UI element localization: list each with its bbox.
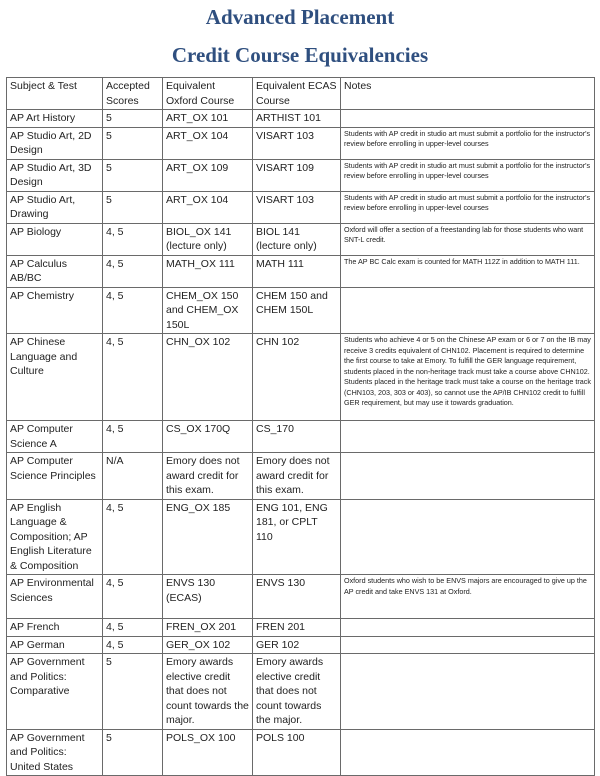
page-subtitle: Credit Course Equivalencies [171, 43, 429, 67]
cell-subject: AP French [7, 619, 103, 637]
table-row [7, 729, 595, 776]
cell-notes: Students with AP credit in studio art must submit a portfolio for the instructor's review before enrolling in upper-level courses [341, 127, 595, 159]
table-row [7, 287, 595, 334]
cell-scores: 4, 5 [103, 636, 163, 654]
table-row [7, 334, 595, 421]
table-row [7, 619, 595, 637]
table-row [7, 421, 595, 453]
cell-notes [341, 287, 595, 334]
table-row [7, 636, 595, 654]
cell-oxford-course: GER_OX 102 [163, 636, 253, 654]
column-header-scores: Accepted Scores [103, 78, 163, 110]
cell-notes: Students who achieve 4 or 5 on the Chinese AP exam or 6 or 7 on the IB may receive 3 credits equivalent of CHN102. Placement is required to determine the first course to take at Emory. To fulfill the GER language requirement, students placed in the non-heritage track must take a course above CHN102. Students placed in the heritage track must take a course on the heritage track (CHN103, 203, 303 or 403), so cannot use the AP/IB CHN102 credit to fulfill GER requirement, but may use it towards graduation. [341, 334, 595, 421]
table-row [7, 191, 595, 223]
table-row [7, 575, 595, 619]
cell-notes: The AP BC Calc exam is counted for MATH 112Z in addition to MATH 111. [341, 255, 595, 287]
cell-ecas-course: Emory awards elective credit that does not count towards the major. [253, 654, 341, 730]
cell-subject: AP Government and Politics: Comparative [7, 654, 103, 730]
cell-ecas-course: CS_170 [253, 421, 341, 453]
cell-scores: 4, 5 [103, 499, 163, 575]
cell-oxford-course: MATH_OX 111 [163, 255, 253, 287]
table-row [7, 127, 595, 159]
cell-subject: AP Computer Science Principles [7, 453, 103, 500]
cell-subject: AP Government and Politics: United States [7, 729, 103, 776]
cell-notes [341, 636, 595, 654]
cell-ecas-course: Emory does not award credit for this exam. [253, 453, 341, 500]
cell-scores: 5 [103, 191, 163, 223]
cell-scores: 5 [103, 729, 163, 776]
column-header-oxford: Equivalent Oxford Course [163, 78, 253, 110]
cell-subject: AP Chinese Language and Culture [7, 334, 103, 421]
page-title: Advanced Placement [205, 5, 395, 29]
cell-oxford-course: ART_OX 104 [163, 191, 253, 223]
cell-notes: Students with AP credit in studio art must submit a portfolio for the instructor's review before enrolling in upper-level courses [341, 191, 595, 223]
cell-oxford-course: Emory does not award credit for this exam. [163, 453, 253, 500]
cell-oxford-course: ENG_OX 185 [163, 499, 253, 575]
cell-scores: 5 [103, 127, 163, 159]
cell-subject: AP Calculus AB/BC [7, 255, 103, 287]
cell-subject: AP Studio Art, 3D Design [7, 159, 103, 191]
table-row [7, 159, 595, 191]
cell-subject: AP Studio Art, 2D Design [7, 127, 103, 159]
cell-scores: N/A [103, 453, 163, 500]
cell-scores: 5 [103, 110, 163, 128]
cell-ecas-course: ARTHIST 101 [253, 110, 341, 128]
cell-notes [341, 619, 595, 637]
cell-oxford-course: ART_OX 109 [163, 159, 253, 191]
cell-ecas-course: BIOL 141 (lecture only) [253, 223, 341, 255]
cell-ecas-course: VISART 109 [253, 159, 341, 191]
cell-ecas-course: VISART 103 [253, 127, 341, 159]
cell-oxford-course: ART_OX 104 [163, 127, 253, 159]
cell-scores: 5 [103, 654, 163, 730]
cell-oxford-course: CS_OX 170Q [163, 421, 253, 453]
column-header-ecas: Equivalent ECAS Course [253, 78, 341, 110]
cell-ecas-course: CHN 102 [253, 334, 341, 421]
cell-scores: 4, 5 [103, 287, 163, 334]
table-row [7, 453, 595, 500]
cell-subject: AP Biology [7, 223, 103, 255]
column-header-subject: Subject & Test [7, 78, 103, 110]
cell-ecas-course: CHEM 150 and CHEM 150L [253, 287, 341, 334]
cell-notes [341, 421, 595, 453]
cell-oxford-course: Emory awards elective credit that does not count towards the major. [163, 654, 253, 730]
cell-scores: 4, 5 [103, 619, 163, 637]
cell-ecas-course: FREN 201 [253, 619, 341, 637]
cell-oxford-course: CHN_OX 102 [163, 334, 253, 421]
table-row [7, 499, 595, 575]
cell-scores: 4, 5 [103, 223, 163, 255]
column-header-notes: Notes [341, 78, 595, 110]
cell-scores: 5 [103, 159, 163, 191]
cell-oxford-course: ENVS 130 (ECAS) [163, 575, 253, 619]
cell-subject: AP English Language & Composition; AP English Literature & Composition [7, 499, 103, 575]
cell-ecas-course: ENVS 130 [253, 575, 341, 619]
table-row [7, 110, 595, 128]
cell-scores: 4, 5 [103, 255, 163, 287]
table-body [7, 110, 595, 776]
cell-notes [341, 729, 595, 776]
cell-ecas-course: POLS 100 [253, 729, 341, 776]
table-row [7, 223, 595, 255]
cell-ecas-course: ENG 101, ENG 181, or CPLT 110 [253, 499, 341, 575]
cell-notes [341, 110, 595, 128]
table-header-row [7, 78, 595, 110]
cell-oxford-course: ART_OX 101 [163, 110, 253, 128]
cell-subject: AP German [7, 636, 103, 654]
cell-subject: AP Art History [7, 110, 103, 128]
table-row [7, 255, 595, 287]
cell-oxford-course: CHEM_OX 150 and CHEM_OX 150L [163, 287, 253, 334]
cell-subject: AP Environmental Sciences [7, 575, 103, 619]
cell-notes [341, 453, 595, 500]
cell-notes: Oxford will offer a section of a freestanding lab for those students who want SNT-L credit. [341, 223, 595, 255]
cell-notes [341, 654, 595, 730]
cell-oxford-course: BIOL_OX 141 (lecture only) [163, 223, 253, 255]
table-row [7, 654, 595, 730]
cell-oxford-course: FREN_OX 201 [163, 619, 253, 637]
cell-notes: Oxford students who wish to be ENVS majors are encouraged to give up the AP credit and take ENVS 131 at Oxford. [341, 575, 595, 619]
cell-oxford-course: POLS_OX 100 [163, 729, 253, 776]
cell-subject: AP Chemistry [7, 287, 103, 334]
cell-ecas-course: MATH 111 [253, 255, 341, 287]
cell-subject: AP Studio Art, Drawing [7, 191, 103, 223]
cell-scores: 4, 5 [103, 334, 163, 421]
cell-subject: AP Computer Science A [7, 421, 103, 453]
cell-scores: 4, 5 [103, 575, 163, 619]
cell-scores: 4, 5 [103, 421, 163, 453]
cell-notes: Students with AP credit in studio art must submit a portfolio for the instructor's review before enrolling in upper-level courses [341, 159, 595, 191]
cell-notes [341, 499, 595, 575]
cell-ecas-course: GER 102 [253, 636, 341, 654]
equivalency-table [6, 77, 595, 776]
cell-ecas-course: VISART 103 [253, 191, 341, 223]
